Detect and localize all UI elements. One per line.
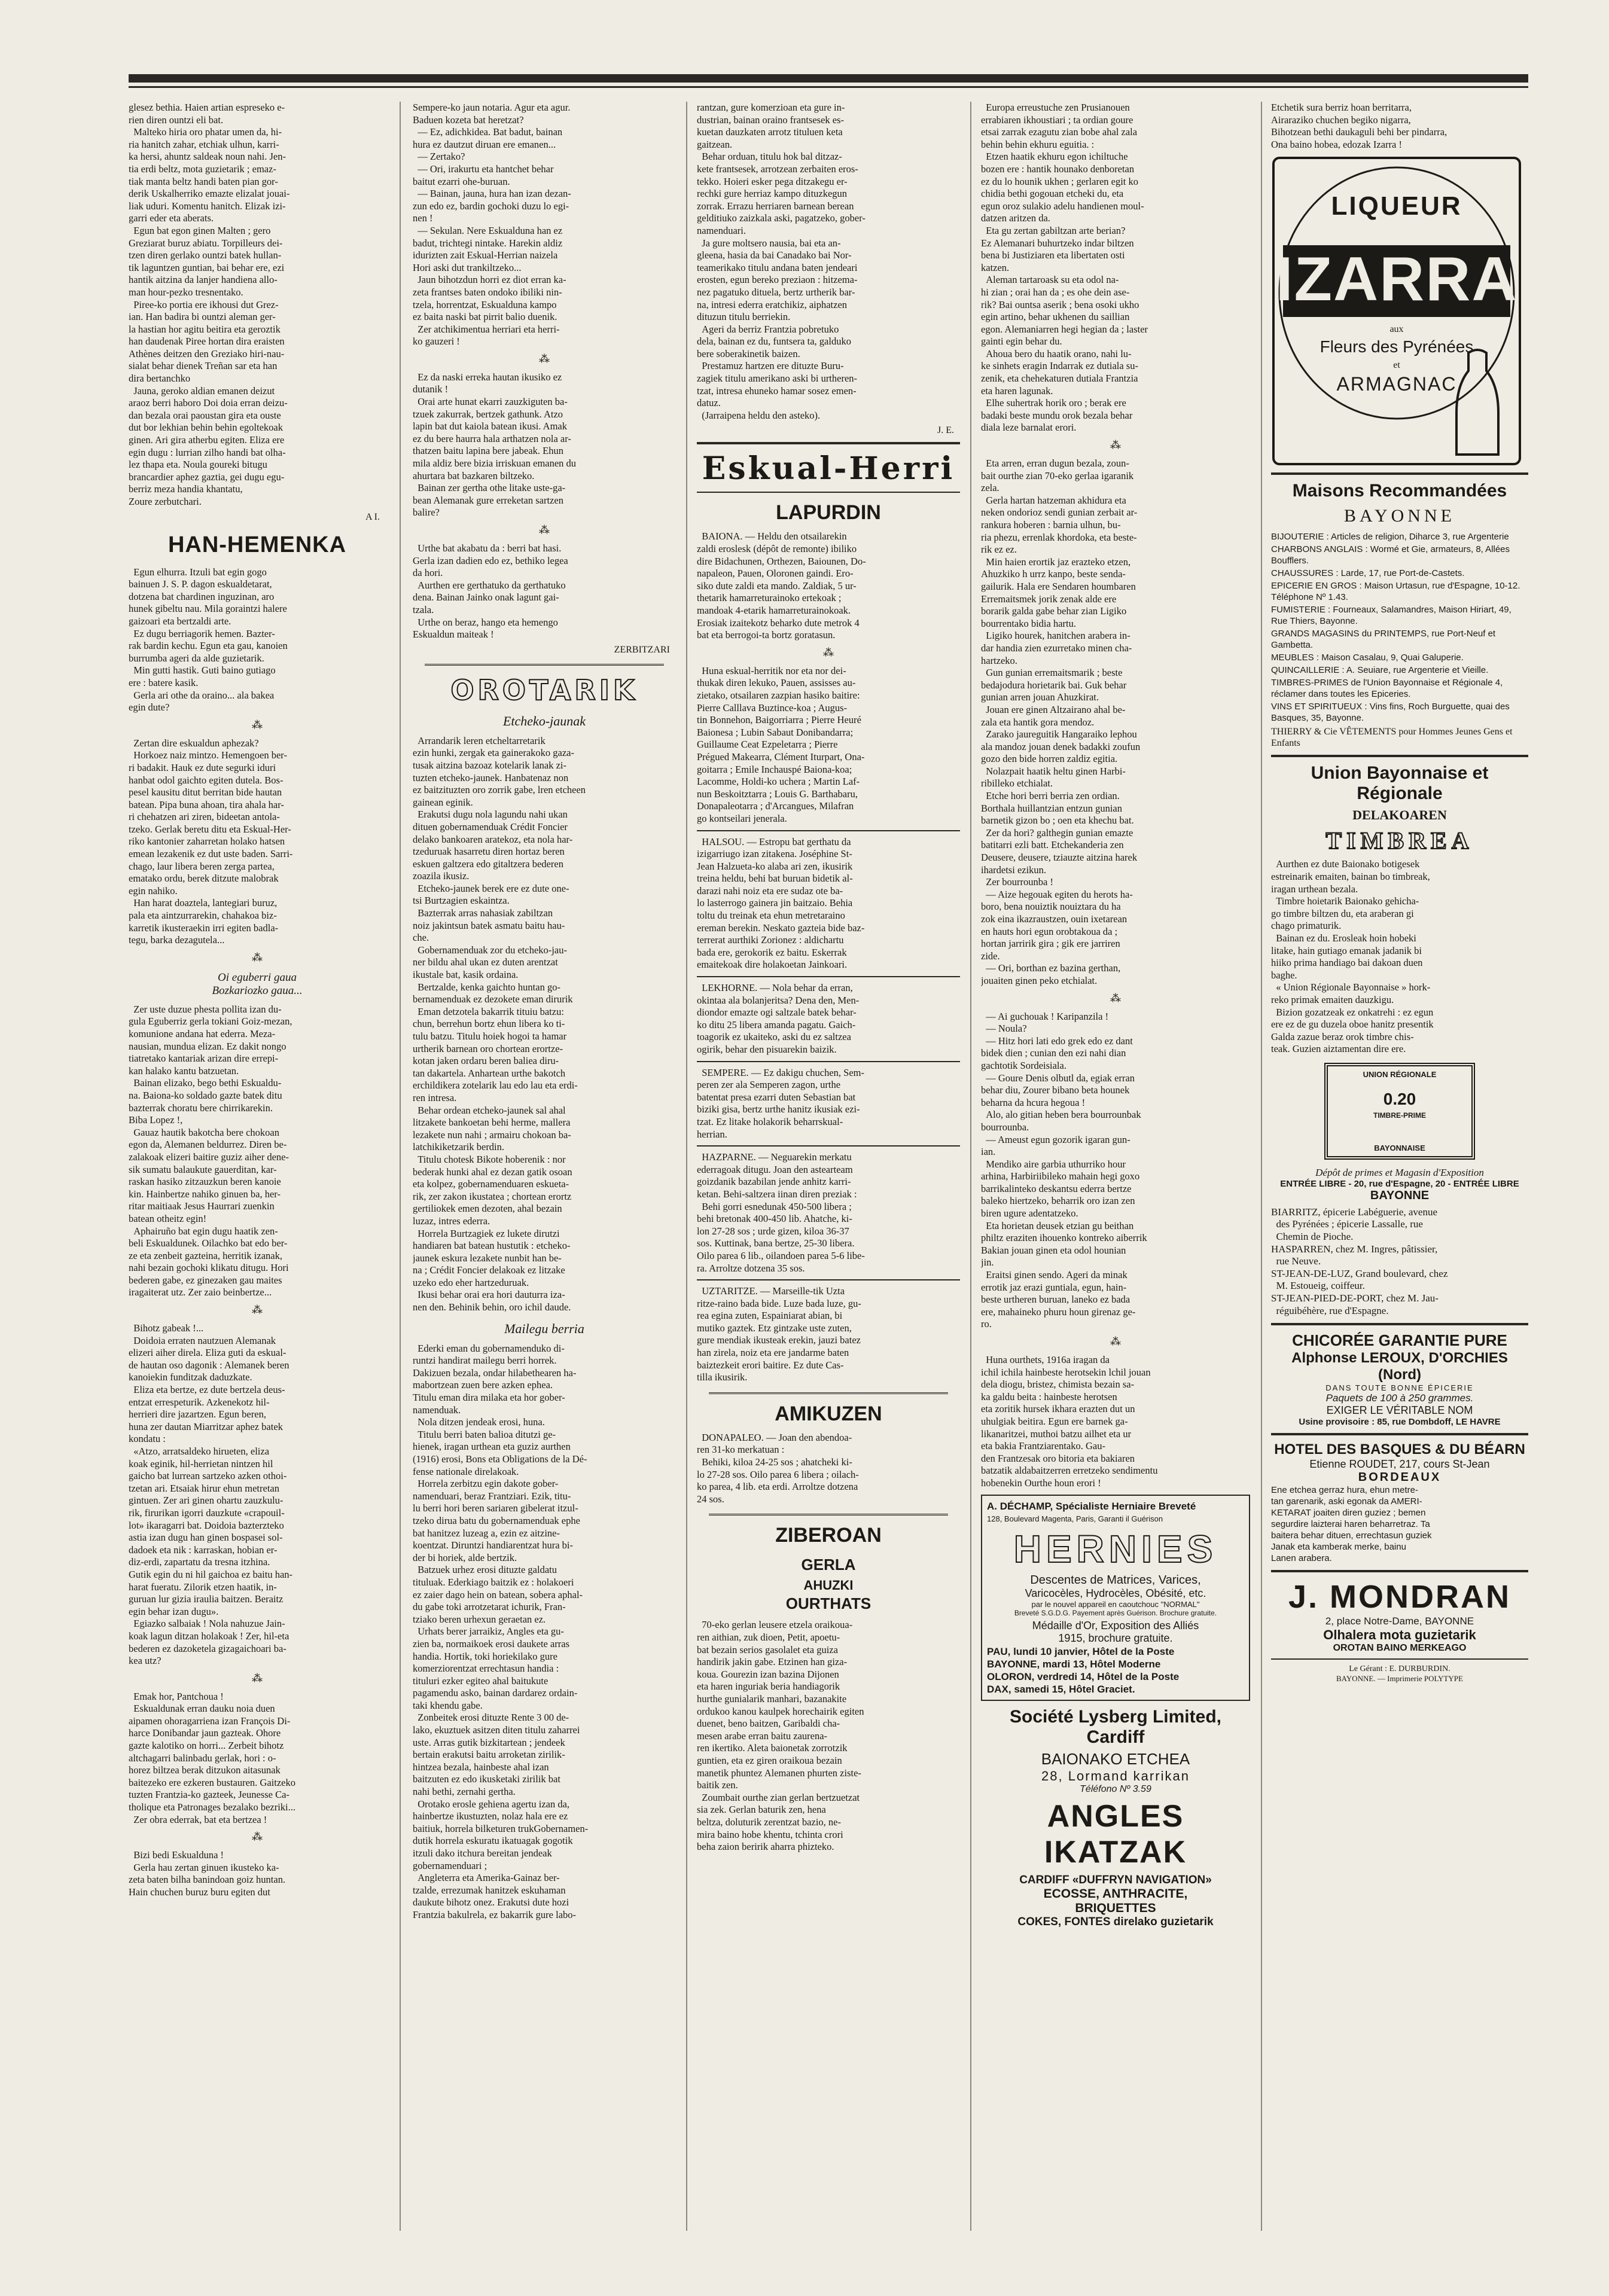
ad-line: Etienne ROUDET, 217, cours St-Jean xyxy=(1309,1458,1490,1471)
ad-hotel xyxy=(1271,1441,1528,1564)
article-text: 70-eko gerlan leusere etzela oraikoua- ren aithian, zuk dioen, Petit, apoetu- bat bezain serios gasolalet eta guiza handirik jakin gabe. Etzinen han giza- koua. Gourezin izan bazina Dijonen eta haren inguriak beria handiagorik hurthe gunialarik manhari, bazanakite ordukoo kanou kaulpek horechairik egiten duenet, beno baitzen, Garibaldi cha- mesen arabe erran baitu zaurena- ren ikertiko. Aleta baionetak zorrotzik guntien, eta ez giren oraikoua bezain manetik phuntez Alemanen phurten ziste- baitik zen. Zoumbait ourthe zian gerlan bertzuetzat sia zek. Gerlan baturik zen, hena beltza, doluturik zerentzat bazio, ne- mira baino hobe khentu, tchinta crori beha zaion beririk aharra phizteko. xyxy=(697,1619,864,1853)
ad-line: A. DÉCHAMP, Spécialiste Herniaire Breveté xyxy=(987,1500,1196,1512)
house-item: BIJOUTERIE : Articles de religion, Diharce 3, rue Argenterie xyxy=(1271,532,1509,542)
izarra-line: Fleurs des Pyrénées xyxy=(1319,337,1474,356)
region-heading: LAPURDIN xyxy=(776,501,881,525)
union-title: Union Bayonnaise et Régionale xyxy=(1311,763,1489,804)
house-item: CHAUSSURES : Larde, 17, rue Port-de-Castets. xyxy=(1271,568,1465,579)
ad-line: COKES, FONTES direlako guzietarik xyxy=(1017,1915,1214,1928)
ad-line: OROTAN BAINO MERKEAGO xyxy=(1333,1643,1467,1654)
separator-asterism: ⁂ xyxy=(252,718,263,731)
ad-line: Breveté S.G.D.G. Payement après Guérison. Brochure gratuite. xyxy=(1014,1608,1217,1617)
ad-line: ENTRÉE LIBRE - 20, rue d'Espagne, 20 - ENTRÉE LIBRE xyxy=(1280,1178,1519,1189)
separator-asterism: ⁂ xyxy=(252,1831,263,1843)
article-text: HAZPARNE. — Neguarekin merkatu ederragoak ditugu. Joan den astearteam goizdanik bazabilan jende anhitz karri- ketan. Behi-saltzera iinan diren preziak : Behi gorri esnedunak 450-500 libera ; behi bretonak 400-450 lib. Ahatche, ki- lon 27-28 sos ; urde gizen, kiloa 36-37 sos. Kuttinak, bana bertze, 25-30 libera. Oilo parea 6 lib., oilandoen parea 5-6 libe- ra. Arroltze dotzena 35 sos. xyxy=(697,1151,865,1274)
region-heading: AMIKUZEN xyxy=(775,1402,882,1425)
ad-line: Descentes de Matrices, Varices, xyxy=(1030,1573,1201,1587)
article-text: Egun elhurra. Itzuli bat egin gogo bainuen J. S. P. dagon eskualdetarat, dotzena bat chardinen inguzinan, aro hunek gibeltu nau. Mila goraintzi halere gaizoari eta bertzaldi arte. Ez dugu berriagorik hemen. Bazter- rak bardin kechu. Egun eta gau, kanoien burrumba ageri da alde guzietarik. Min gutti hastik. Guti baino gutiago ere : batere kasik. Gerla ari othe da oraino... ala bakea egin dute? xyxy=(129,566,288,714)
houses-list xyxy=(1271,531,1528,724)
stamp-text: 0.20 xyxy=(1383,1089,1416,1108)
article-text: rantzan, gure komerzioan eta gure in- dustrian, bainan oraino frantsesek es- kuetan dauzkaten arrotz tituluen keta gaitzean. Behar orduan, titulu hok bal ditzaz- kete frantsesek, arrotzean zerbaiten eros- tekko. Hoieri esker pega ditzakegu er- rechki gure herriaz kampo dituzkegun zorrak. Errazu herriaren barnean berean gelditiuko zaizkala aski, pagatzeko, gober- namenduari. Ja gure moltsero nausia, bai eta an- gleena, hasia da bai Canadako bai Nor- teamerikako titulu andana baten jendeari erosten, egun bereko preziaon : hitzema- nez pagatuko dituela, bertz urtherik bar- na, intresi ederra eratchikiz, aiphatzen dituzun titulu berriekin. Ageri da berriz Frantzia pobretuko dela, bainan ez du, funtsera ta, galduko bere soberakinetik baizen. Prestamuz hartzen ere dituzte Buru- zagiek titulu amerikano aski bi urtheren- tzat, intresa ehuneko hamar sosez emen- datuz. (Jarraipena heldu den asteko). xyxy=(697,102,866,421)
article-text: glesez bethia. Haien artian espreseko e- rien diren ountzi eli bat. Malteko hiria oro phatar umen da, hi- ria hanitch zahar, etchiak ulhun, karri- ka hersi, ahuntz saldeak noun nahi. Jen- tia erdi beltz, mota guzietarik ; emaz- tiak manta beltz handi baten pian gor- derik Uskalherriko emazte elizalat jouai- liak uduri. Komentu hanitch. Elizak izi- garri eder eta aberats. Egun bat egon ginen Malten ; gero Greziarat buruz abiatu. Torpilleurs dei- tzen diren gerlako ountzi batek hullan- tik laguntzen guntian, bai behar ere, ezi hantik aitzina da lanjer handiena allo- man hour-pezko tresnentako. Piree-ko portia ere ikhousi dut Grez- ian. Han badira bi ountzi aleman ger- la hastian hor agitu beitira eta geroztik han daudenak Piree hortan dira eraisten Athènes deitzen den Greziako hiri-nau- sialat behar dienek Treñan sar eta han dira bertanchko Jauna, geroko aldian emanen deizut araoz berri haboro Doi doia erran deizu- dan bezala orai paoustan gira eta ouste dut bor lekhian behin behin egoltekoak ginen. Ari gira atherbu egiten. Eliza ere egin dugu : lurrian zilho handi bat olha- lez thapa eta. Noula goureki bitugu brancardier aphez gaztia, gei dugu egu- berriz meza handia khantatu, Zoure zerbutchari. xyxy=(129,102,290,507)
article-text: Urthe bat akabatu da : berri bat hasi. Gerla izan dadien edo ez, bethiko legea da hori. Aurthen ere gerthatuko da gerthatuko dena. Bainan Jainko onak lagunt gai- tzala. Urthe on beraz, hango eta hemengo Eskualdun maiteak ! xyxy=(413,542,568,641)
divider xyxy=(1271,755,1528,757)
ad-line: Médaille d'Or, Exposition des Alliés xyxy=(1032,1619,1199,1632)
house-item: TIMBRES-PRIMES de l'Union Bayonnaise et Régionale 4, réclamer dans toutes les Epiceries. xyxy=(1271,678,1503,700)
article-text: DONAPALEO. — Joan den abendoa- ren 31-ko merkatuan : Behiki, kiloa 24-25 sos ; ahatcheki ki- lo 27-28 sos. Oilo parea 6 libera ; oilach- ko parea, 4 lib. eta erdi. Arroltze dotzena 24 sos. xyxy=(697,1431,859,1505)
izarra-brand: IZARRA xyxy=(1275,245,1518,315)
article-text: SEMPERE. — Ez dakigu chuchen, Sem- peren zer ala Semperen zagon, urthe batentat presa ezarri duten Sebastian bat biziki gisa, bertz urthe hanitz ikusiak ezi- tzat. Ez litake holakorik beharrskual- herrian. xyxy=(697,1066,865,1140)
ad-line: BAYONNE xyxy=(1370,1188,1430,1202)
ornamental-rule xyxy=(709,1392,948,1394)
article-text: Aurthen ez dute Baionako botigesek estreinarik emaiten, bainan bo timbreak, iragan urthean bezala. Timbre hoietarik Baionako gehicha- go timbre biltzen du, eta araberan gi chago primaturik. Bainan ez du. Erosleak hoin hobeki litake, hain gutiago emanak jadanik bi hiiko prima handiago bai dakoan duen baghe. « Union Régionale Bayonnaise » hork- reko primak emaiten dauzkigu. Bizion gozatzeak ez onkatrehi : ez egun ere ez de gu duzela oboe hanitz presentik Galda zazue beraz orok timbre chis- teak. Guzien aiztamentan dire ere. xyxy=(1271,858,1434,1055)
article-text: Europa erreustuche zen Prusianouen errabiaren ikhoustiari ; ta ordian goure etsai zarrak ezagutu zian bobe ahal zala behin behin ekhuru eguitia. : Etzen haatik ekhuru egon ichiltuche bozen ere : hantik hounako denboretan ez du lo hounik ukhen ; gerlaren egit ko chidia bethi gogouan etcheki du, eta egun oroz sulakio adelu handienen moul- datzen aritzen da. Eta gu zertan gabiltzan arte berian? Ez Alemanari buhurtzeko indar biltzen bena bi Justiziaren eta libertaten osti katzen. Aleman tartaroask su eta odol na- hi zian ; orai han da ; es ohe dein ase- rik? Bai ountsa aserik ; bena osoki ukho egin artino, behar ukhenen du saillian egon. Alemaniarren hegi hegian da ; laster gainti egin behar du. Ahoua bero du haatik orano, nahi lu- ke sinhets eragin Indarrak ez dutiala su- zenik, eta chehekaturen dutiala Frantzia eta haren lagunak. Elhe suhertrak horik oro ; berak ere badaki beste mundu orok bezala behar diala leze barnalat erori. xyxy=(981,102,1148,434)
section-heading: HAN-HEMENKA xyxy=(167,532,347,557)
house-item: GRANDS MAGASINS du PRINTEMPS, rue Port-Neuf et Gambetta. xyxy=(1271,629,1496,651)
separator-asterism: ⁂ xyxy=(252,1304,263,1316)
ad-line: BORDEAUX xyxy=(1358,1471,1442,1484)
houses-city: BAYONNE xyxy=(1344,506,1455,526)
article-text: Huna eskual-herritik nor eta nor dei- thukak diren lekuko, Pauen, assisses au- zietako, otsailaren zazpian hasiko baitire: Pierre Calllava Buztince-koa ; Augus- tin Bonnehon, Baigorriarra ; Pierre Heuré Baionesa ; Lubin Sabaut Donibandarra; Guillaume Ceat Ezpeletarra ; Pierre Prégued Makearra, Clément Iturpart, Ona- goitarra ; Emile Inchauspé Baiona-koa; Lacomme, Holdi-ko uchera ; Martin Laf- nun Beskoitztarra ; Louis G. Barthabaru, Donapaleotarra ; d'Arcangues, Milafran go kontseilari jenerala. xyxy=(697,664,865,824)
ad-line: CARDIFF «DUFFRYN NAVIGATION» xyxy=(1019,1873,1212,1886)
ad-line: DAX, samedi 15, Hôtel Graciet. xyxy=(987,1683,1135,1695)
article-heading: OURTHATS xyxy=(785,1594,871,1613)
separator-asterism: ⁂ xyxy=(1110,1335,1121,1347)
separator-asterism: ⁂ xyxy=(1110,992,1121,1004)
ad-hernies xyxy=(981,1495,1250,1701)
divider xyxy=(1271,1658,1528,1660)
ad-line: 1915, brochure gratuite. xyxy=(1058,1632,1173,1644)
ad-line: BAIONAKO ETCHEA xyxy=(1041,1749,1190,1768)
column-5 xyxy=(1271,102,1528,2267)
izarra-label: LIQUEUR xyxy=(1331,191,1462,221)
region-heading: ZIBEROAN xyxy=(775,1524,882,1547)
ad-line: DANS TOUTE BONNE ÉPICERIE xyxy=(1325,1383,1474,1393)
ornamental-rule xyxy=(425,664,664,666)
article-text: Bizi bedi Eskualduna ! Gerla hau zertan ginuen ikusteko ka- zeta baten bilha banindoan goiz huntan. Hain chuchen buruz buru egiten dut xyxy=(129,1849,286,1898)
divider xyxy=(1271,1323,1528,1325)
article-text: Ederki eman du gobernamenduko di- runtzi handirat mailegu berri horrek. Dakizuen bezala, ondar hilabethearen ha- mabortzean zuen bere azken ephea. Titulu eman dira milaka eta hor gober- namenduak. Nola ditzen jendeak erosi, huna. Titulu berri baten balioa ditutzi ge- hienek, iragan urthean eta guziz aurthen (1916) erosi, Bons eta Obligations de la Dé- fense nationale direlakoak. Horrela zerbitzu egin dakote gober- namenduari, beraz Frantziari. Ezik, titu- lu berri hori beren sariaren gibelerat itzul- tzeko dirua batu du gobernamenduak ephe bat hanitzez luzeag a, ezin ez aitzine- koentzat. Diruntzi handiarentzat hura bi- der bi horiek, alde bertzik. Batzuek urhez erosi dituzte galdatu tituluak. Ederkiago baitzik ez : holakoeri ez zaier dago hein on batean, sobera aphal- du gabe toki arrotzetarat ichurik, Fran- tziako beren urhexun geraetan ez. Urhats berer jarraikiz, Angles eta gu- zien ba, normaikoek erosi daukete arras handia. Hortik, toki horiekilako gure komerziorentzat errechtasun handia : tituluri ezker egiteo ahal baitukute pagamendu asko, bainan dardarez ordain- taki khendu gabe. Zonbeitek erosi dituzte Rente 3 00 de- lako, ekuztuek asitzen diten titulu zaharrei uste. Arras gutik bizkitartean ; jendeek bertain erakutsi baitu arroketan zirilik- hintzea bezala, hainbeste ahal izan baitzuten ez edo ikusketaki zirilik bat nahi bethi, zernahi gertha. Orotako erosle gehiena agertu izan da, hainbertze ikustuzten, nolaz hala ere ez baitiuk, horrela bilketuren trukGobernamen- dutik horrela eskuratu ikatuagak gogotik itzuli dako itchura bereitan jendeak gobernamenduari ; Angleterra eta Amerika-Gainaz ber- tzalde, errezumak hanitzek eskuhaman daukute bihotz onez. Erakutsi dute hozi Frantzia bakulrela, ez bakarrik gure labo- xyxy=(413,1342,589,1920)
separator-asterism: ⁂ xyxy=(539,352,550,365)
article-text: BAIONA. — Heldu den otsailarekin zaldi eroslesk (dépôt de remonte) ibiliko dire Bidachunen, Orthezen, Baiounen, Do- napaleon, Pauen, Oloronen gaindi. Ero- siko dute zaldi eta mando. Zaldiak, 5 ur- thetarik hamarreturainoko ertekoak ; mandoak 4-etarik hamarreturainokoak. Erosiak izaitekotz beharko dute metrok 4 bat eta berrogoi-ta bortz goratasun. xyxy=(697,530,866,641)
separator-asterism: ⁂ xyxy=(1110,439,1121,452)
ad-mondran xyxy=(1271,1578,1528,1654)
stamp-text: TIMBRE-PRIME xyxy=(1373,1111,1426,1120)
footer-imprint: BAYONNE. — Imprimerie POLYTYPE xyxy=(1336,1674,1463,1684)
stamp-text: UNION RÉGIONALE xyxy=(1363,1069,1437,1079)
ad-line: Olhalera mota guzietarik xyxy=(1323,1627,1476,1643)
top-rule xyxy=(129,74,1528,83)
ad-line: ECOSSE, ANTHRACITE, xyxy=(1043,1886,1188,1901)
ad-line: EXIGER LE VÉRITABLE NOM xyxy=(1326,1404,1473,1417)
ad-line: Dépôt de primes et Magasin d'Exposition xyxy=(1315,1166,1484,1178)
separator-asterism: ⁂ xyxy=(252,951,263,963)
divider xyxy=(1271,472,1528,475)
ad-line: THIERRY & Cie VÊTEMENTS pour Hommes Jeunes Gens et Enfants xyxy=(1271,727,1513,749)
ad-chicoree xyxy=(1271,1331,1528,1427)
depot-list: BIARRITZ, épicerie Labéguerie, avenue des Pyrénées ; épicerie Lassalle, rue Chemin de Pioche. HASPARREN, chez M. Ingres, pâtissier, rue Neuve. ST-JEAN-DE-LUZ, Grand boulevard, chez M. Estoueig, coiffeur. ST-JEAN-PIED-DE-PORT, chez M. Jau- réguibéhère, rue d'Espagne. xyxy=(1271,1206,1448,1316)
izarra-line: aux xyxy=(1389,324,1404,335)
ad-line: par le nouvel appareil en caoutchouc "NORMAL" xyxy=(1031,1599,1200,1609)
signature: ZERBITZARI xyxy=(614,644,670,655)
house-item: EPICERIE EN GROS : Maison Urtasun, rue d'Espagne, 10-12. Téléphone Nº 1.43. xyxy=(1271,581,1520,603)
house-item: FUMISTERIE : Fourneaux, Salamandres, Maison Hiriart, 49, Rue Thiers, Bayonne. xyxy=(1271,605,1512,627)
ad-brand: J. MONDRAN xyxy=(1288,1579,1511,1615)
ad-line: BRIQUETTES xyxy=(1075,1901,1156,1915)
ornamental-rule xyxy=(709,1514,948,1516)
section-title: Eskual-Herri xyxy=(702,450,955,487)
stamp-image xyxy=(1324,1063,1475,1160)
divider xyxy=(697,1145,960,1147)
separator-asterism: ⁂ xyxy=(823,646,834,658)
article-text: Eta arren, erran dugun bezala, zoun- bait ourthe zian 70-eko gerlaa igaranik zela. Gerla hartan hatzeman akhidura eta neken ondorioz sendi gunian zerbait ar- rankura hoberen : barnia ulhun, bu- ria phezu, errenlak khordoka, eta beste- rik ez ez. Min haien erortik jaz erazteko etzen, Ahuzkiko h urrz kanpo, beste senda- gailurik. Hala ere Sendaren houmbaren Erremaitsmek jorik zenak alde ere borarik galda gabe behar zian Ligiko bourrentako bidia hartu. Ligiko hourek, hanitchen arabera in- dar handia zien ezurretako minen cha- hartzeko. Gun gunian erremaitsmarik ; beste bedajodura horietarik bai. Guk behar gunian arren jouan Ahuzkirat. Jouan ere ginen Altzairano ahal be- zala eta hantik gora mendoz. Zarako jaureguitik Hangaraiko lephou ala mandoz jouan denek badakki zoufun gozo den bide horren zaldiz egitia. Nolazpait haatik heltu ginen Harbi- ribilleko etchialat. Etche hori berri berria zen ordian. Borthala huillantzian entzun gunian barnetik gizon bo ; oen eta khechu bat. Zer da hori? galthegin gunian emazte batitarri ezli batt. Etchekanderia zen Deusere, deusere, tziauzte aitzina harek ihardetsi ezikun. Zer bourrounba ! — Aize hegouak egiten du herots ha- boro, bena nouiztik nouiztara du ha zok eina ikazraustzen, ouin ixetarean en hauts hori egun orobtakoua da ; hortan jarririk gira ; gik ere jarriren zide. — Ori, borthan ez bazina gerthan, jouaiten ginen peko etchialat. xyxy=(981,458,1141,986)
column-divider xyxy=(400,102,401,2231)
house-item: MEUBLES : Maison Casalau, 9, Quai Galuperie. xyxy=(1271,652,1464,663)
subheading: Oi eguberri gaua Bozkariozko gaua... xyxy=(212,971,303,997)
poem-text: Etchetik sura berriz hoan berritarra, Airaraziko chuchen begiko nigarra, Bihotzean bethi daukaguli behi ber pindarra, Ona baino hobea, edozak Izarra ! xyxy=(1271,102,1448,150)
house-item: CHARBONS ANGLAIS : Wormé et Gie, armateurs, 8, Allées Boufflers. xyxy=(1271,544,1510,566)
stamp-text: BAYONNAISE xyxy=(1374,1143,1425,1152)
column-1 xyxy=(129,102,386,2231)
article-text: Ez da naski erreka hautan ikusiko ez dutanik ! Orai arte hunat ekarri zauzkiguten ba- tzuek zakurrak, bertzek gathunk. Atzo lapin bat dut kaiola batean ikusi. Amak ez du bere haurra hala arthatzen nola ar- thatzen baitu lapina bere jabeak. Ehun mila aldiz bere bizia irriskuan emanen du ahurtara bat bazkaren biltzeko. Bainan zer gertha othe litake uste-ga- bean Alemanak gure erreketan sartzen balire? xyxy=(413,371,577,519)
subheading: Etcheko-jaunak xyxy=(502,713,586,728)
ad-line: 128, Boulevard Magenta, Paris, Garanti il Guérison xyxy=(987,1514,1163,1523)
column-divider xyxy=(686,102,687,2231)
divider xyxy=(1271,1433,1528,1435)
column-4 xyxy=(981,102,1250,2231)
divider xyxy=(697,976,960,977)
subheading: Mailegu berria xyxy=(504,1321,584,1336)
ad-line: Paquets de 100 à 250 grammes. xyxy=(1325,1392,1474,1404)
article-text: HALSOU. — Estropu bat gerthatu da izigarriugo izan zitakena. Joséphine St- Jean Halzueta-ko alaba ari zen, ikusirik treina heldu, behi bat buruan bidetik al- darazi nahi noiz eta ere sudaz ote ba- lo lasterrogo gainera jin baitzaio. Behia toltu du treinak eta ehun metretaraino ereman berekin. Neskato gazteia bide baz- terrerat aurthiki Zorionez : aldichartu bada ere, gerokorik ez baitu. Eskerrak emaitekoak dire holakoetan Jainkoari. xyxy=(697,836,865,971)
article-text: Arrandarik leren etcheltarretarik ezin hunki, zergak eta gainerakoko gaza- tusak aitzina bazoaz kotelarik lanak zi- tuzten etcheko-jaunek. Hanbatenaz non ez baitzituzten oro zorrik gabe, lren etcheen gainean eginik. Erakutsi dugu nola lagundu nahi ukan dituen gobernamenduak Crédit Foncier delako bankoaren aratekoz, eta nola har- tzeduruak hasarretu diren hortaz beren eskuen galtzera edo gitaltzera bederen zoazila ikusiz. Etcheko-jaunek berek ere ez dute one- tsi Burtzagien eskaintza. Bazterrak arras nahasiak zabiltzan noiz jakintsun batek asmatu baitu hau- che. Gobernamenduak zor du etcheko-jau- ner bildu ahal ukan ez duten arentzat ikustale bat, kasik ordaina. Bertzalde, kenka gaichto huntan go- bernamenduak ez dezokete eman dirurik Eman detzotela bakarrik tituiu batzu: chun, berrehun bortz ehun libera ko ti- tulu batzu. Titulu hoiek hogoi ta hamar urtherik barnean oro chortean erortze- kotan jaken ordaru beren baliea diru- tan dakartela. Anhartean urthe bakotch erchildikera zotelarik lau edo lau eta erdi- ren intresa. Behar ordean etcheko-jaunek sal ahal litzakete bankoetan behi herme, mallera lezakete nun nahi ; armairu chokoan ba- latchikiketzarik berdin. Titulu chotesk Bikote hoberenik : nor bederak hunki ahal ez dezan gatik osoan eta kolpez, gobernamenduaren eskueta- rik, zer zakon ikustatea ; chortean erortz gertiliokek emen dezoten, ahal bezain luzaz, intres ederra. Horrela Burtzagiek ez lukete dirutzi handiaren bat batean hustutik : etcheko- jaunek eskura lezakete nunbit han be- na ; Crédit Foncier delakoak ez litzake uzeko edo eher hartzeduruak. Ikusi behar orai era hori dauturra iza- nen den. Behinik behin, oro ichil daude. xyxy=(413,734,586,1313)
divider xyxy=(697,442,960,444)
article-text: Zer uste duzue phesta pollita izan du- gula Eguberriz gerla tokiani Goiz-mezan, komunione andana hat ederra. Meza- nausian, mundua elizan. Ez dakit nongo tiatretako kantariak arizan dire errepi- kan halako kantu batzuetan. Bainan elizako, bego bethi Eskualdu- na. Baiona-ko soldado gazte batek ditu bazterrak choratu bere chirrikarekin. Biba Lopez !, Gauaz hautik bakotcha bere chokoan egon da, Alemanen beldurrez. Diren be- zalakoak elizeri baitire guziz aiher dene- sik sumatu balaukute gauerditan, kar- raskan hasiko zitzauzkun beren kanoie kin. Hainbertze nahiko ginuen ba, her- ritar maitiaak Jesus Haurrari zuenkin batean otheitz egin! Aphairuño bat egin dugu haatik zen- beli Eskualdunek. Oilachko bat edo ber- ze eta zenbeit gazteina, herritik izanak, nahi bezain gochoki klikatu ditugu. Hori bederen gabe, ez ginezaken gau maites iragaiterat utz. Zer zaio beinbertze... xyxy=(129,1003,292,1298)
ad-line: 28, Lormand karrikan xyxy=(1041,1768,1190,1783)
article-text: LEKHORNE. — Nola behar da erran, okintaa ala bolanjeritsa? Dena den, Men- diondor emazte ogi saltzale batek behar- ko ditu 25 libera amanda pagatu. Gaich- toagorik ez ukaiteko, aski du ez saltzea ogirik, behar den pisuarekin baizik. xyxy=(697,982,860,1055)
footer-gerant: Le Gérant : E. DURBURDIN. xyxy=(1349,1664,1450,1674)
article-text: Sempere-ko jaun notaria. Agur eta agur. Baduen kozeta bat heretzat? — Ez, adichkidea. Bat badut, bainan hura ez dautzut diruan ere emanen... — Zertako? — Ori, irakurtu eta hantchet behar baitut ezarri ohe-buruan. — Bainan, jauna, hura han izan dezan- zun edo ez, bardin gochoki duzu lo egi- nen ! — Sekulan. Nere Eskualduna han ez badut, trichtegi nintake. Harekin aldiz idurizten zait Eskual-Herrian naizela Hori aski dut trankiltzeko... Jaun bihotzdun horri ez diot erran ka- zeta frantses baten ondoko ibiliki nin- tzela, horrentzat, Eskualduna kampo ez baita naski bat pirrit balio duenik. Zer atchikimentua herriari eta herri- ko gauzeri ! xyxy=(413,102,571,347)
signature: A I. xyxy=(365,511,380,522)
ad-line: 2, place Notre-Dame, BAYONNE xyxy=(1325,1615,1474,1627)
ad-line: CHICORÉE GARANTIE PURE xyxy=(1292,1331,1507,1350)
section-title: OROTARIK xyxy=(450,673,638,706)
house-item: QUINCAILLERIE : A. Seuiare, rue Argenterie et Vieille. xyxy=(1271,665,1489,676)
ad-line: PAU, lundi 10 janvier, Hôtel de la Poste xyxy=(987,1645,1175,1657)
article-text: Bihotz gabeak !... Doidoia erraten nautzuen Alemanak elizeri aiher direla. Eliza guti da eskual- de hautan oso dagonik : Alemanek beren kanoiekin funditzak daduzkate. Eliza eta bertze, ez dute bertzela deus- entzat errespeturik. Azkenekotz hil- herrieri dire jazartzen. Egun beren, huna zer dautan Miarritzar aphez batek kondatu : «Atzo, arratsaldeko hirueten, eliza koak eginik, hil-herrietan nintzen hil gaicho bat lurrean sartzeko azken othoi- tzetan ari. Etsaiak hirur ehun metretan gintuen. Zer ari ginen ohartu zauzkulu- rik, firurikan igorri dauzkute «crapouil- lot» ikaragarri bat. Doidoia bazterzteko astia izan dugu han ginen bospasei sol- dadoek eta nik : karraskan, hobian er- diz-erdi, zapartatu da tresna itzhina. Gutik egin du ni hil gaichoa ez baitu han- harat fueratu. Zilorik etzen haatik, in- guruan lur gizia iraulia baitzen. Beraitz egin behar izan dugu». Egiazko salbaiak ! Nola nahuzue Jain- koak lagun ditzan holakoak ! Zer, hil-eta bederen ez dazoketela gizagaichoari ba- kea utz? xyxy=(129,1322,293,1667)
union-brand: TIMBREA xyxy=(1325,827,1474,855)
article-text: Ene etchea gerraz hura, ehun metre- tan garenarik, aski egonak da AMERI- KETARAT joaiten diren guziez ; bemen segurdire laizterai haren beharretraz. Ta baitera behar dituen, errechtasun guziek Janak eta kamberak merke, bainu Lanen arabera. xyxy=(1271,1485,1432,1564)
article-heading: GERLA xyxy=(801,1556,856,1574)
ad-izarra xyxy=(1271,155,1528,466)
ad-line: HOTEL DES BASQUES & DU BÉARN xyxy=(1274,1441,1525,1458)
izarra-line: et xyxy=(1393,360,1400,371)
divider xyxy=(697,492,960,493)
article-text: Huna ourthets, 1916a iragan da ichil ichila hainbeste herotsekin lchil jouan dela diogu, bristez, chimista bezain sa- ka galdu beita : hainbeste herotsen eta zoritik hursek ikhara erazten dut un uhulgiak beitira. Egun ere barnek ga- likanaritzei, muthoi batzu ailhet eta ur eta bakia Frantziarentako. Gau- den Frantzesak oro bitoria eta bakiaren batzatik aldabaitzerren erretzeko sendimentu hobenekin Ourthe houn erori ! xyxy=(981,1354,1158,1489)
article-text: UZTARITZE. — Marseille-tik Uzta ritze-raino bada bide. Luze bada luze, gu- rea egina zuten, Espainiarat abian, bi mutiko gaztek. Etz gintzake uste zuten, gure mendiak ikusteak erekin, jauzi batez han zirela, noiz eta ere jandarme baten baiztezkeit erori baitire. Ez dute Cas- tilla ikusirik. xyxy=(697,1285,861,1383)
column-2 xyxy=(413,102,676,2231)
houses-title: Maisons Recommandées xyxy=(1292,481,1507,501)
ad-title: Société Lysberg Limited, Cardiff xyxy=(1010,1706,1221,1747)
signature: J. E. xyxy=(937,425,954,436)
ad-line: Varicocèles, Hydrocèles, Obésité, etc. xyxy=(1025,1587,1206,1599)
ad-line: Téléfono Nº 3.59 xyxy=(1080,1783,1151,1794)
ad-line: Alphonse LEROUX, D'ORCHIES (Nord) xyxy=(1291,1350,1508,1383)
article-text: — Ai guchouak ! Karipanzila ! — Noula? — Hitz hori lati edo grek edo ez dant bidek dien ; cunian den ezi nahi dian gachtotik Sordeisiala. — Goure Denis olbutl da, egiak erran behar diu, Zourer bibano beta hounek beharna da hcura hegoua ! Alo, alo gitian heben bera bourrounbak bourrounba. — Ameust egun gozorik igaran gun- ian. Mendiko aire garbia uthurriko hour arhina, Harbiriibileko mahain hegi goxo barrikalinteko deskantsu ederra bertze baleko hiertzeko, beharrik oro izan zen biren ugure adentatzeko. Eta horietan deusek etzian gu beithan philtz eraziten ihouenko kontreko aiberrik Bakian jouan ginen eta odol hounian jin. Eraitsi ginen sendo. Ageri da minak errotik jaz erazi guntiala, egun, hain- beste urtheren buruan, laneko ez bada ere, mahaineko phuru houn girenaz ge- ro. xyxy=(981,1010,1147,1330)
separator-asterism: ⁂ xyxy=(539,524,550,536)
ad-brand: HERNIES xyxy=(1013,1527,1218,1571)
house-item: VINS ET SPIRITUEUX : Vins fins, Roch Burguette, quai des Basques, 35, Bayonne. xyxy=(1271,702,1510,724)
ad-line: BAYONNE, mardi 13, Hôtel Moderne xyxy=(987,1658,1161,1670)
column-divider xyxy=(970,102,971,2231)
divider xyxy=(697,830,960,831)
article-text: Zertan dire eskualdun aphezak? Horkoez naiz mintzo. Hemengoen ber- ri badakit. Hauk ez dute segurki iduri hanbat odol gaichto egiten dutela. Bos- pesel kausitu ditut berritan bide hautan batean. Pipa buna ahoan, tira ahala har- ri chehatzen ari ziren, bideetan antola- tzeko. Gerlak beretu ditu eta Eskual-Her- riko kantonier zaharretan holako hatsen emean lezakenik ez dut uste baden. Sarri- chago, laur libera beren zerga partea, ematako ordu, berek ditzute malobrak egin nahiko. Han harat doaztela, lantegiari buruz, pala eta aintzurrarekin, chahakoa biz- karretik ikusteraekin irri egiten badla- tegu, barka dezagutela... xyxy=(129,737,293,946)
article-text: Emak hor, Pantchoua ! Eskualdunak erran dauku noia duen aipamen ohoragarriena izan François Di- harce Donibandar jaun gazteak. Ohore gazte kalotiko on horri... Zerbeit bihotz altchagarri balinbadu gerlak, hori : o- horez biltzea berak ditzukon aitasunak baitezeko ere ezkeren bustauren. Gaitzeko tuzten Frantzia-ko gazteek, Jeunesse Ca- tholique eta Patronages bezalako bezriki... Zer obra ederrak, bat eta bertzea ! xyxy=(129,1690,296,1825)
divider xyxy=(1271,1570,1528,1572)
article-heading: AHUZKI xyxy=(803,1578,854,1593)
column-3 xyxy=(697,102,960,2231)
izarra-line: ARMAGNAC xyxy=(1336,373,1457,395)
top-rule-thin xyxy=(129,86,1528,88)
column-divider xyxy=(1261,102,1262,2231)
union-sub: DELAKOAREN xyxy=(1352,807,1447,823)
separator-asterism: ⁂ xyxy=(252,1672,263,1684)
ad-lysberg xyxy=(981,1707,1250,1929)
divider xyxy=(697,1279,960,1280)
ad-line: OLORON, verdredi 14, Hôtel de la Poste xyxy=(987,1670,1180,1682)
ad-brand: ANGLES IKATZAK xyxy=(1044,1798,1187,1870)
ad-line: Usine provisoire : 85, rue Dombdoff, LE HAVRE xyxy=(1299,1417,1501,1428)
divider xyxy=(697,1061,960,1062)
